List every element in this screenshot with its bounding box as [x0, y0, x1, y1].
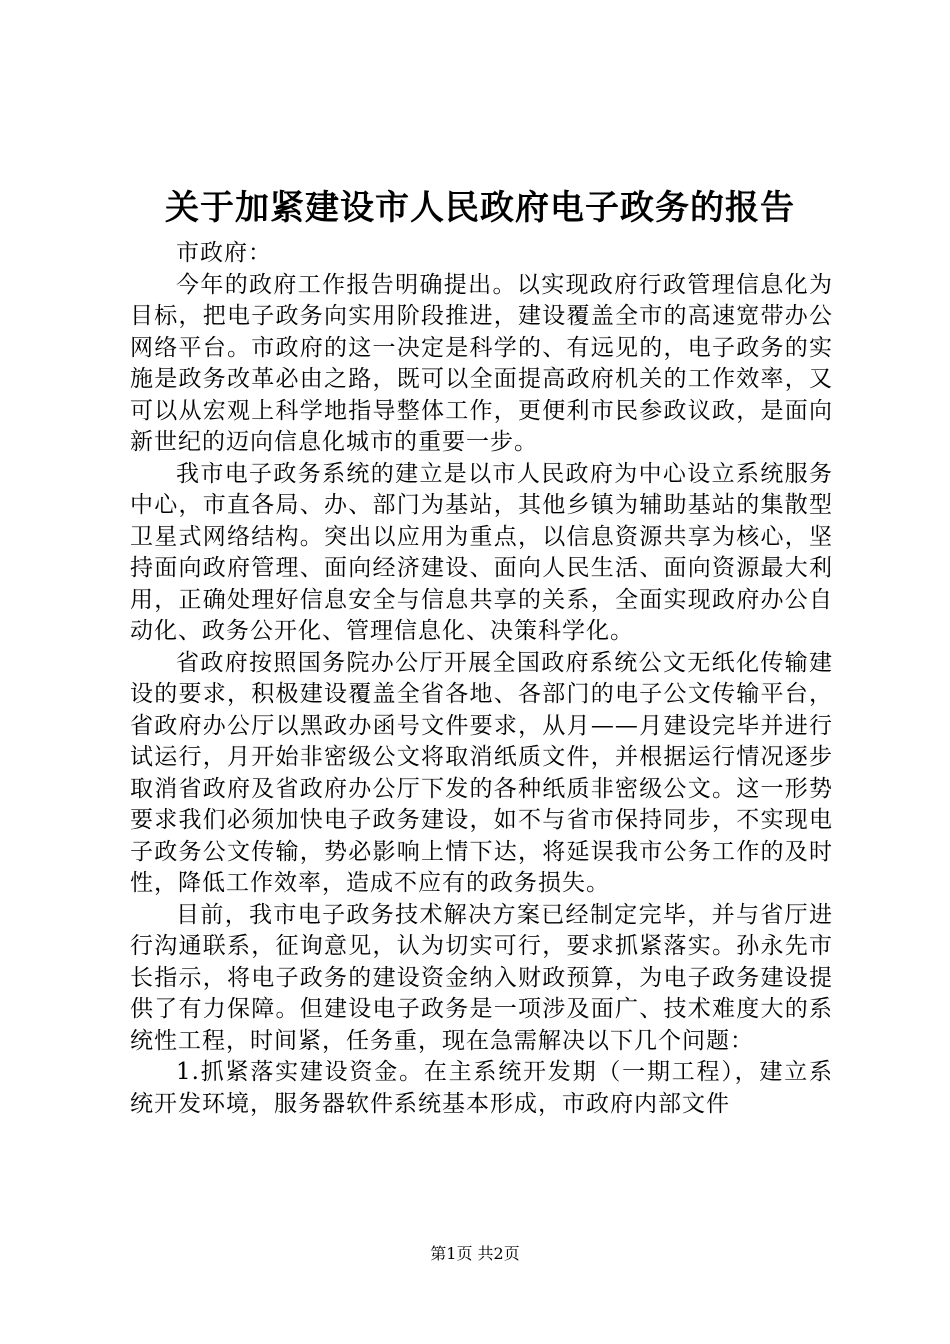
document-title: 关于加紧建设市人民政府电子政务的报告 — [165, 188, 795, 228]
page-number-footer: 第1页 共2页 — [430, 1244, 520, 1263]
paragraph-5: 1.抓紧落实建设资金。在主系统开发期（一期工程），建立系统开发环境，服务器软件系统基本形成，市政府内部文件 — [130, 1059, 833, 1117]
document-body — [130, 238, 833, 1120]
paragraph-2: 我市电子政务系统的建立是以市人民政府为中心设立系统服务中心，市直各局、办、部门为基站，其他乡镇为辅助基站的集散型卫星式网络结构。突出以应用为重点，以信息资源共享为核心，坚持面向政府管理、面向经济建设、面向人民生活、面向资源最大利用，正确处理好信息安全与信息共享的关系，全面实现政府办公自动化、政务公开化、管理信息化、决策科学化。 — [130, 460, 833, 644]
paragraph-4: 目前，我市电子政务技术解决方案已经制定完毕，并与省厅进行沟通联系，征询意见，认为切实可行，要求抓紧落实。孙永先市长指示，将电子政务的建设资金纳入财政预算，为电子政务建设提供了有力保障。但建设电子政务是一项涉及面广、技术难度大的系统性工程，时间紧，任务重，现在急需解决以下几个问题： — [130, 901, 833, 1054]
paragraph-1: 今年的政府工作报告明确提出。以实现政府行政管理信息化为目标，把电子政务向实用阶段推进，建设覆盖全市的高速宽带办公网络平台。市政府的这一决定是科学的、有远见的，电子政务的实施是政务改革必由之路，既可以全面提高政府机关的工作效率，又可以从宏观上科学地指导整体工作，更便利市民参政议政，是面向新世纪的迈向信息化城市的重要一步。 — [130, 271, 833, 455]
paragraph-3: 省政府按照国务院办公厅开展全国政府系统公文无纸化传输建设的要求，积极建设覆盖全省各地、各部门的电子公文传输平台，省政府办公厅以黑政办函号文件要求，从月——月建设完毕并进行试运行，月开始非密级公文将取消纸质文件，并根据运行情况逐步取消省政府及省政府办公厅下发的各种纸质非密级公文。这一形势要求我们必须加快电子政务建设，如不与省市保持同步，不实现电子政务公文传输，势必影响上情下达，将延误我市公务工作的及时性，降低工作效率，造成不应有的政务损失。 — [130, 649, 833, 896]
salutation: 市政府： — [176, 240, 272, 266]
